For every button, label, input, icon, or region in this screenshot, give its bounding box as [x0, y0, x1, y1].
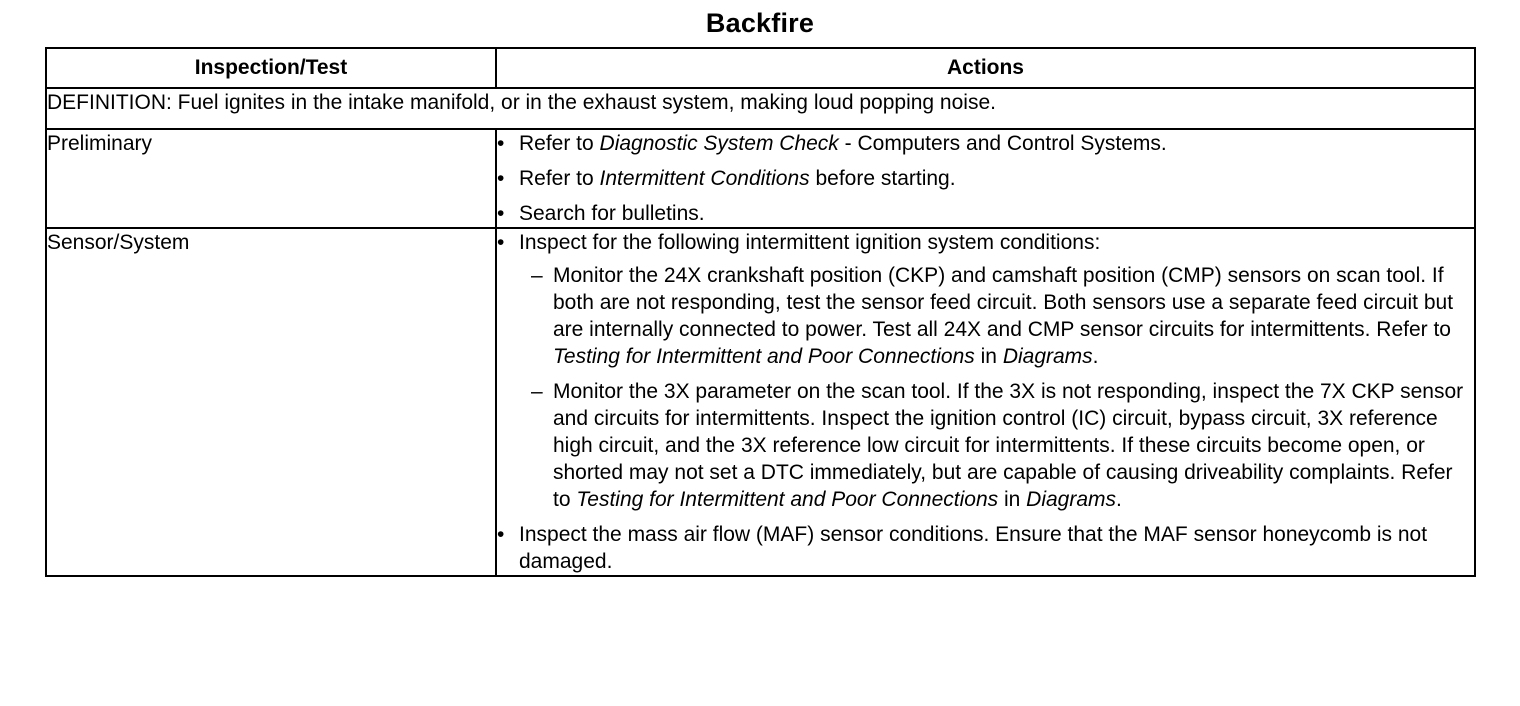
sub-item-text: .: [1092, 345, 1099, 368]
sub-list: [497, 262, 1474, 513]
bullet-text: Search for bulletins.: [519, 202, 705, 225]
sub-item-reference: Diagrams: [1026, 488, 1117, 511]
bullet-text: Inspect for the following intermittent ignition system conditions:: [519, 231, 1101, 254]
bullet-reference: Diagnostic System Check: [599, 132, 839, 155]
table-row-preliminary: [46, 129, 1475, 228]
page-title: Backfire: [705, 8, 815, 38]
definition-text: DEFINITION: Fuel ignites in the intake manifold, or in the exhaust system, making loud popping noise.: [46, 88, 1475, 129]
actions-preliminary: [496, 129, 1475, 228]
row-label-preliminary: Preliminary: [46, 129, 496, 228]
bullet-reference: Intermittent Conditions: [599, 167, 810, 190]
bullet-item: [497, 130, 1474, 157]
sub-item-text: in: [998, 488, 1027, 511]
sub-item-3x: [497, 378, 1474, 513]
bullet-text: Inspect the mass air flow (MAF) sensor conditions. Ensure that the MAF sensor honeycomb is not damaged.: [519, 523, 1428, 573]
bullet-item: [497, 165, 1474, 192]
sub-item-reference: Testing for Intermittent and Poor Connections: [576, 488, 999, 511]
sub-item-text: Monitor the 24X crankshaft position (CKP) and camshaft position (CMP) sensors on scan tool. If both are not responding, test the sensor feed circuit. Both sensors use a separate feed circuit but are internally connected to power. Test all 24X and CMP sensor circuits for intermittents. Refer to: [553, 264, 1454, 341]
definition-row: [46, 88, 1475, 129]
row-label-sensor-system: Sensor/System: [46, 228, 496, 576]
sub-item-reference: Testing for Intermittent and Poor Connections: [553, 345, 975, 368]
bullet-text: before starting.: [809, 167, 956, 190]
bullet-text: - Computers and Control Systems.: [838, 132, 1167, 155]
sub-item-reference: Diagrams: [1002, 345, 1093, 368]
sub-item-24x: [497, 262, 1474, 370]
diagnostic-table: [45, 47, 1476, 577]
bullet-item: [497, 521, 1474, 575]
column-header-actions: Actions: [496, 48, 1475, 88]
column-header-inspection: Inspection/Test: [46, 48, 496, 88]
actions-sensor-system: [496, 228, 1475, 576]
table-row-sensor-system: [46, 228, 1475, 576]
sub-item-text: Monitor the 3X parameter on the scan tool. If the 3X is not responding, inspect the 7X CKP sensor and circuits for intermittents. Inspect the ignition control (IC) circuit, bypass circuit, 3X reference high circuit, and the 3X reference low circuit for intermittents. If these circuits become open, or shorted may not set a DTC immediately, but are capable of causing driveability complaints. Refer to: [553, 380, 1464, 511]
bullet-item: [497, 200, 1474, 227]
table-header-row: [46, 48, 1475, 88]
sub-item-text: in: [974, 345, 1003, 368]
bullet-text: Refer to: [519, 167, 600, 190]
bullet-text: Refer to: [519, 132, 600, 155]
sub-item-text: .: [1116, 488, 1122, 511]
bullet-item: [497, 229, 1474, 256]
